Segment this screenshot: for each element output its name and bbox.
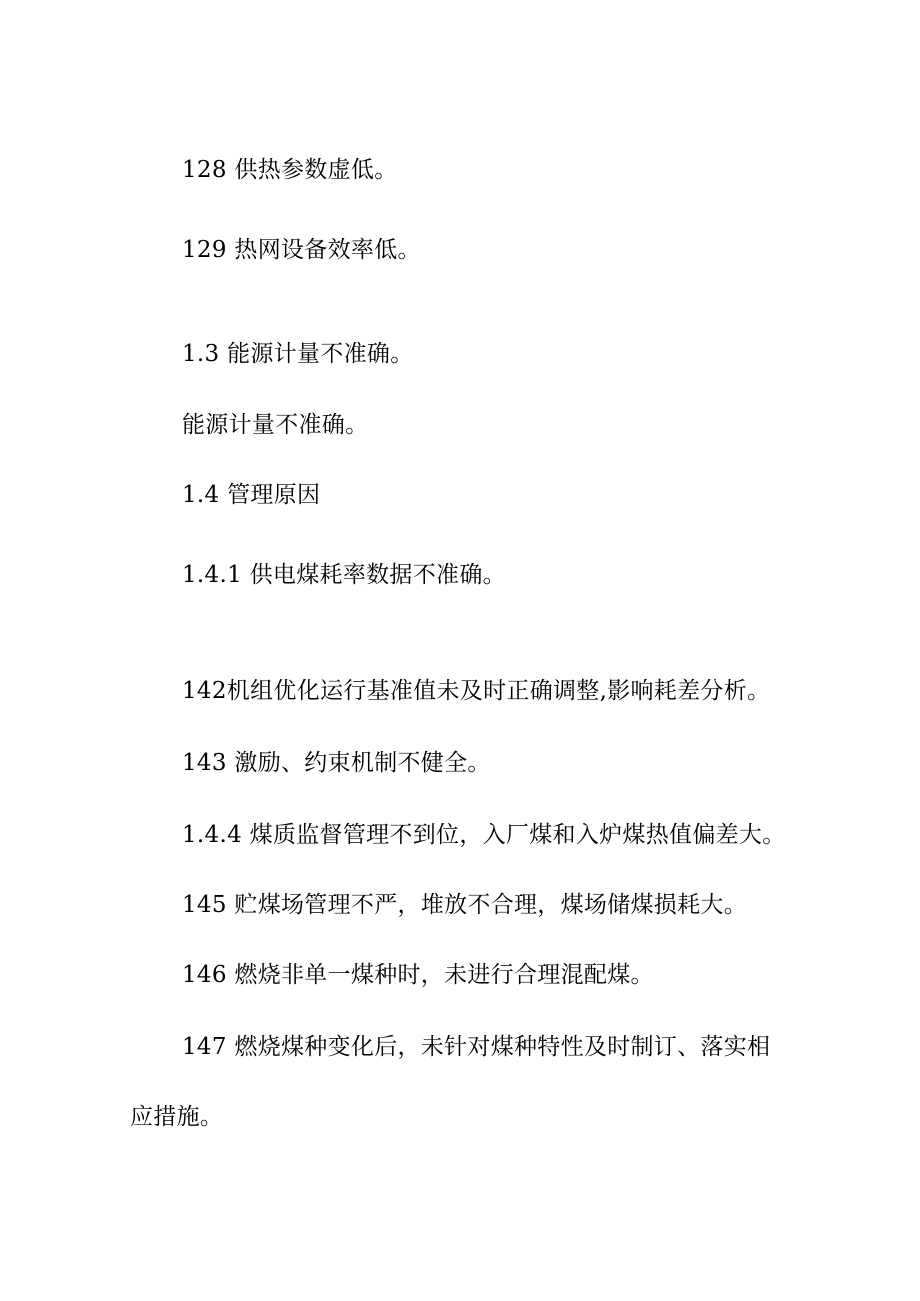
item-147-line-1: 147 燃烧煤种变化后，未针对煤种特性及时制订、落实相 [182,1034,771,1060]
item-1-4-4: 1.4.4 煤质监督管理不到位，入厂煤和入炉煤热值偏差大。 [182,822,786,848]
item-146: 146 燃烧非单一煤种时，未进行合理混配煤。 [182,962,654,988]
heading-1-4: 1.4 管理原因 [182,482,321,508]
item-1-4-1: 1.4.1 供电煤耗率数据不准确。 [182,562,506,588]
item-129: 129 热网设备效率低。 [182,237,421,263]
heading-1-3: 1.3 能源计量不准确。 [182,341,414,367]
item-128: 128 供热参数虚低。 [182,157,398,183]
paragraph-energy-metering: 能源计量不准确。 [182,412,369,438]
item-147-line-2: 应措施。 [130,1104,224,1130]
item-145: 145 贮煤场管理不严，堆放不合理，煤场储煤损耗大。 [182,892,748,918]
item-142: 142机组优化运行基准值未及时正确调整,影响耗差分析。 [182,678,771,704]
item-143: 143 激励、约束机制不健全。 [182,750,491,776]
